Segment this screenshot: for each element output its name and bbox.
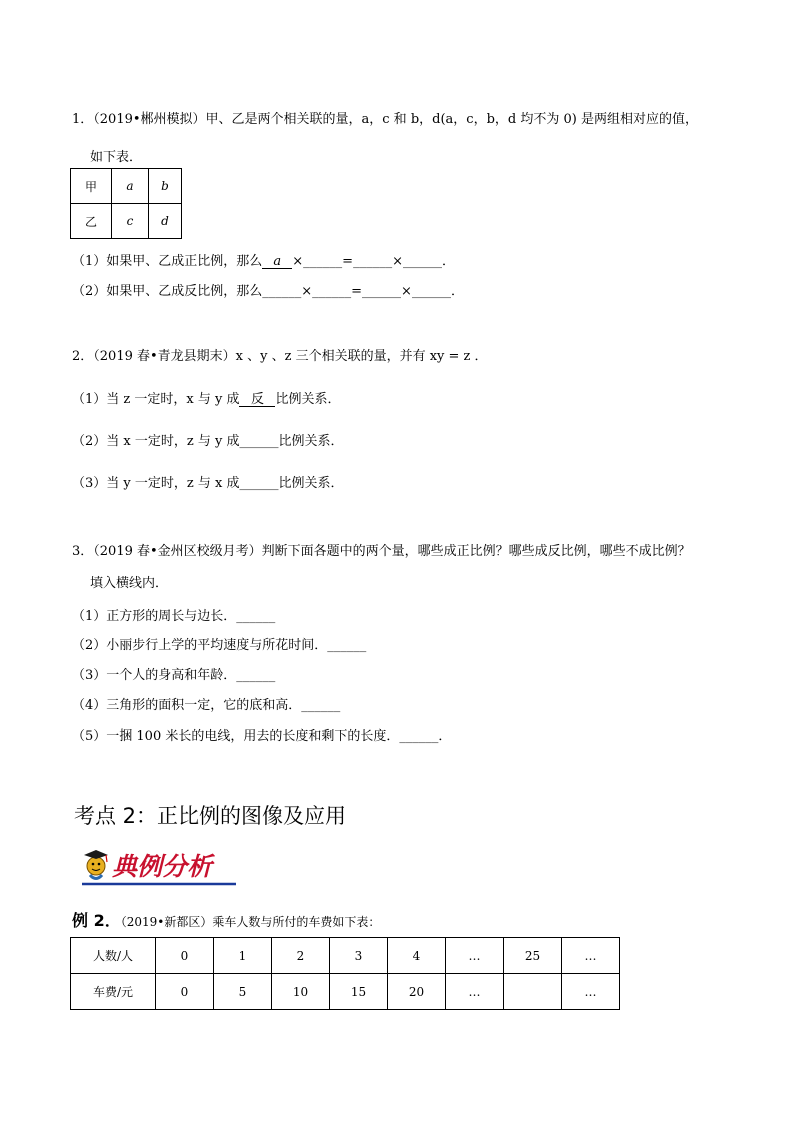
q1-stem-continued: 如下表． [90, 150, 143, 165]
q2-part1-suffix: 比例关系． [275, 392, 341, 407]
q3-item: （5）一捆 100 米长的电线，用去的长度和剩下的长度．______． [72, 729, 452, 744]
q1-part2: （2）如果甲、乙成反比例，那么______×______=______×______． [72, 284, 464, 299]
q3-item: （3）一个人的身高和年龄．______ [72, 668, 276, 683]
table-cell: … [562, 938, 620, 974]
table-cell [504, 974, 562, 1010]
table-cell: d [149, 204, 182, 239]
logo-text: 典例分析 [112, 852, 213, 881]
q3-item: （4）三角形的面积一定，它的底和高．______ [72, 698, 341, 713]
section-heading: 考点 2：正比例的图像及应用 [74, 804, 347, 828]
q2-stem: 2．（2019 春•青龙县期末）x 、y 、z 三个相关联的量，并有 xy = z ． [72, 349, 488, 364]
table-cell: 20 [388, 974, 446, 1010]
table-row [71, 169, 182, 204]
table-cell: … [446, 938, 504, 974]
example-analysis-logo [80, 842, 236, 886]
q1-part1 [72, 250, 455, 269]
q3-item: （2）小丽步行上学的平均速度与所花时间．______ [72, 638, 367, 653]
example2-text: （2019•新都区）乘车人数与所付的车费如下表： [120, 915, 381, 929]
table-cell: 4 [388, 938, 446, 974]
q2-part1-text: （1）当 z 一定时，x 与 y 成 [72, 392, 240, 407]
table-cell: 15 [330, 974, 388, 1010]
q2-part1-answer: 反 [239, 393, 275, 407]
table-cell: … [446, 974, 504, 1010]
table-row [71, 204, 182, 239]
q3-stem: 3．（2019 春•金州区校级月考）判断下面各题中的两个量，哪些成正比例？哪些成反比例，哪些不成比例？ [72, 544, 691, 559]
q1-part1-text: （1）如果甲、乙成正比例，那么 [72, 254, 263, 269]
table-cell: 25 [504, 938, 562, 974]
table-cell: … [562, 974, 620, 1010]
table-cell: 0 [156, 974, 214, 1010]
q3-stem-continued: 填入横线内． [90, 576, 169, 591]
q1-stem: 1．（2019•郴州模拟）甲、乙是两个相关联的量，a，c 和 b，d(a，c，b，d 均不为 0) 是两组相对应的值， [72, 112, 698, 127]
table-cell: 人数/人 [71, 938, 156, 974]
table-cell: 1 [214, 938, 272, 974]
table-cell: b [149, 169, 182, 204]
q1-part1-answer: a [262, 255, 292, 269]
example2-label: 例 2． [72, 911, 121, 930]
table-cell: 甲 [71, 169, 112, 204]
q3-item: （1）正方形的周长与边长．______ [72, 609, 276, 624]
q2-part1 [72, 388, 340, 407]
table-row [71, 938, 620, 974]
table-cell: 2 [272, 938, 330, 974]
q2-part2: （2）当 x 一定时，z 与 y 成______比例关系． [72, 434, 344, 449]
q1-table [70, 168, 182, 239]
table-cell: a [112, 169, 149, 204]
table-cell: 车费/元 [71, 974, 156, 1010]
table-row [71, 974, 620, 1010]
table-cell: 10 [272, 974, 330, 1010]
q1-part1-rest: ×______=______×______． [292, 254, 455, 269]
table-cell: 3 [330, 938, 388, 974]
example2-table [70, 937, 620, 1010]
table-cell: 0 [156, 938, 214, 974]
example2-line [72, 908, 380, 931]
table-cell: 5 [214, 974, 272, 1010]
q2-part3: （3）当 y 一定时，z 与 x 成______比例关系． [72, 476, 344, 491]
table-cell: c [112, 204, 149, 239]
table-cell: 乙 [71, 204, 112, 239]
